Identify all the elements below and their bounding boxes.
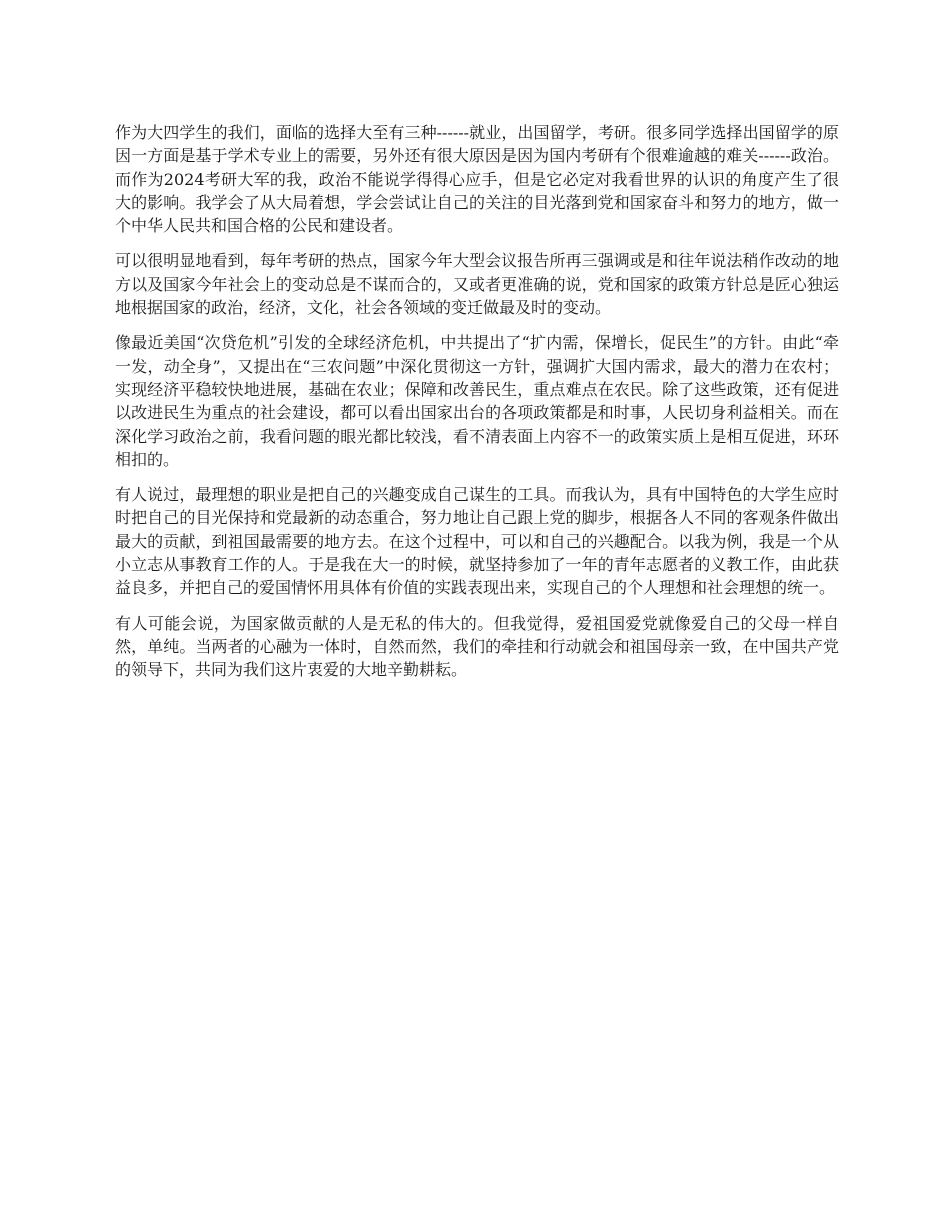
paragraph-2: 可以很明显地看到，每年考研的热点，国家今年大型会议报告所再三强调或是和往年说法稍作改动的地方以及国家今年社会上的变动总是不谋而合的，又或者更准确的说，党和国家的政策方针总是匠心独运地根据国家的政治，经济，文化，社会各领域的变迁做最及时的变动。 bbox=[115, 251, 839, 318]
paragraph-4: 有人说过，最理想的职业是把自己的兴趣变成自己谋生的工具。而我认为，具有中国特色的大学生应时时把自己的目光保持和党最新的动态重合，努力地让自己跟上党的脚步，根据各人不同的客观条件做出最大的贡献，到祖国最需要的地方去。在这个过程中，可以和自己的兴趣配合。以我为例，我是一个从小立志从事教育工作的人。于是我在大一的时候，就坚持参加了一年的青年志愿者的义教工作，由此获益良多，并把自己的爱国情怀用具体有价值的实践表现出来，实现自己的个人理想和社会理想的统一。 bbox=[115, 485, 839, 598]
paragraph-5: 有人可能会说，为国家做贡献的人是无私的伟大的。但我觉得，爱祖国爱党就像爱自己的父母一样自然，单纯。当两者的心融为一体时，自然而然，我们的牵挂和行动就会和祖国母亲一致，在中国共产党的领导下，共同为我们这片衷爱的大地辛勤耕耘。 bbox=[115, 613, 839, 680]
document-body bbox=[115, 121, 839, 694]
paragraph-3: 像最近美国“次贷危机”引发的全球经济危机，中共提出了“扩内需，保增长，促民生”的方针。由此“牵一发，动全身”，又提出在“三农问题”中深化贯彻这一方针，强调扩大国内需求，最大的潜力在农村；实现经济平稳较快地进展，基础在农业；保障和改善民生，重点难点在农民。除了这些政策，还有促进以改进民生为重点的社会建设，都可以看出国家出台的各项政策都是和时事，人民切身利益相关。而在深化学习政治之前，我看问题的眼光都比较浅，看不清表面上内容不一的政策实质上是相互促进，环环相扣的。 bbox=[115, 333, 839, 469]
paragraph-1: 作为大四学生的我们，面临的选择大至有三种------就业，出国留学，考研。很多同学选择出国留学的原因一方面是基于学术专业上的需要，另外还有很大原因是因为国内考研有个很难逾越的难关------政治。而作为2024考研大军的我，政治不能说学得得心应手，但是它必定对我看世界的认识的角度产生了很大的影响。我学会了从大局着想，学会尝试让自己的关注的目光落到党和国家奋斗和努力的地方，做一个中华人民共和国合格的公民和建设者。 bbox=[115, 123, 839, 236]
